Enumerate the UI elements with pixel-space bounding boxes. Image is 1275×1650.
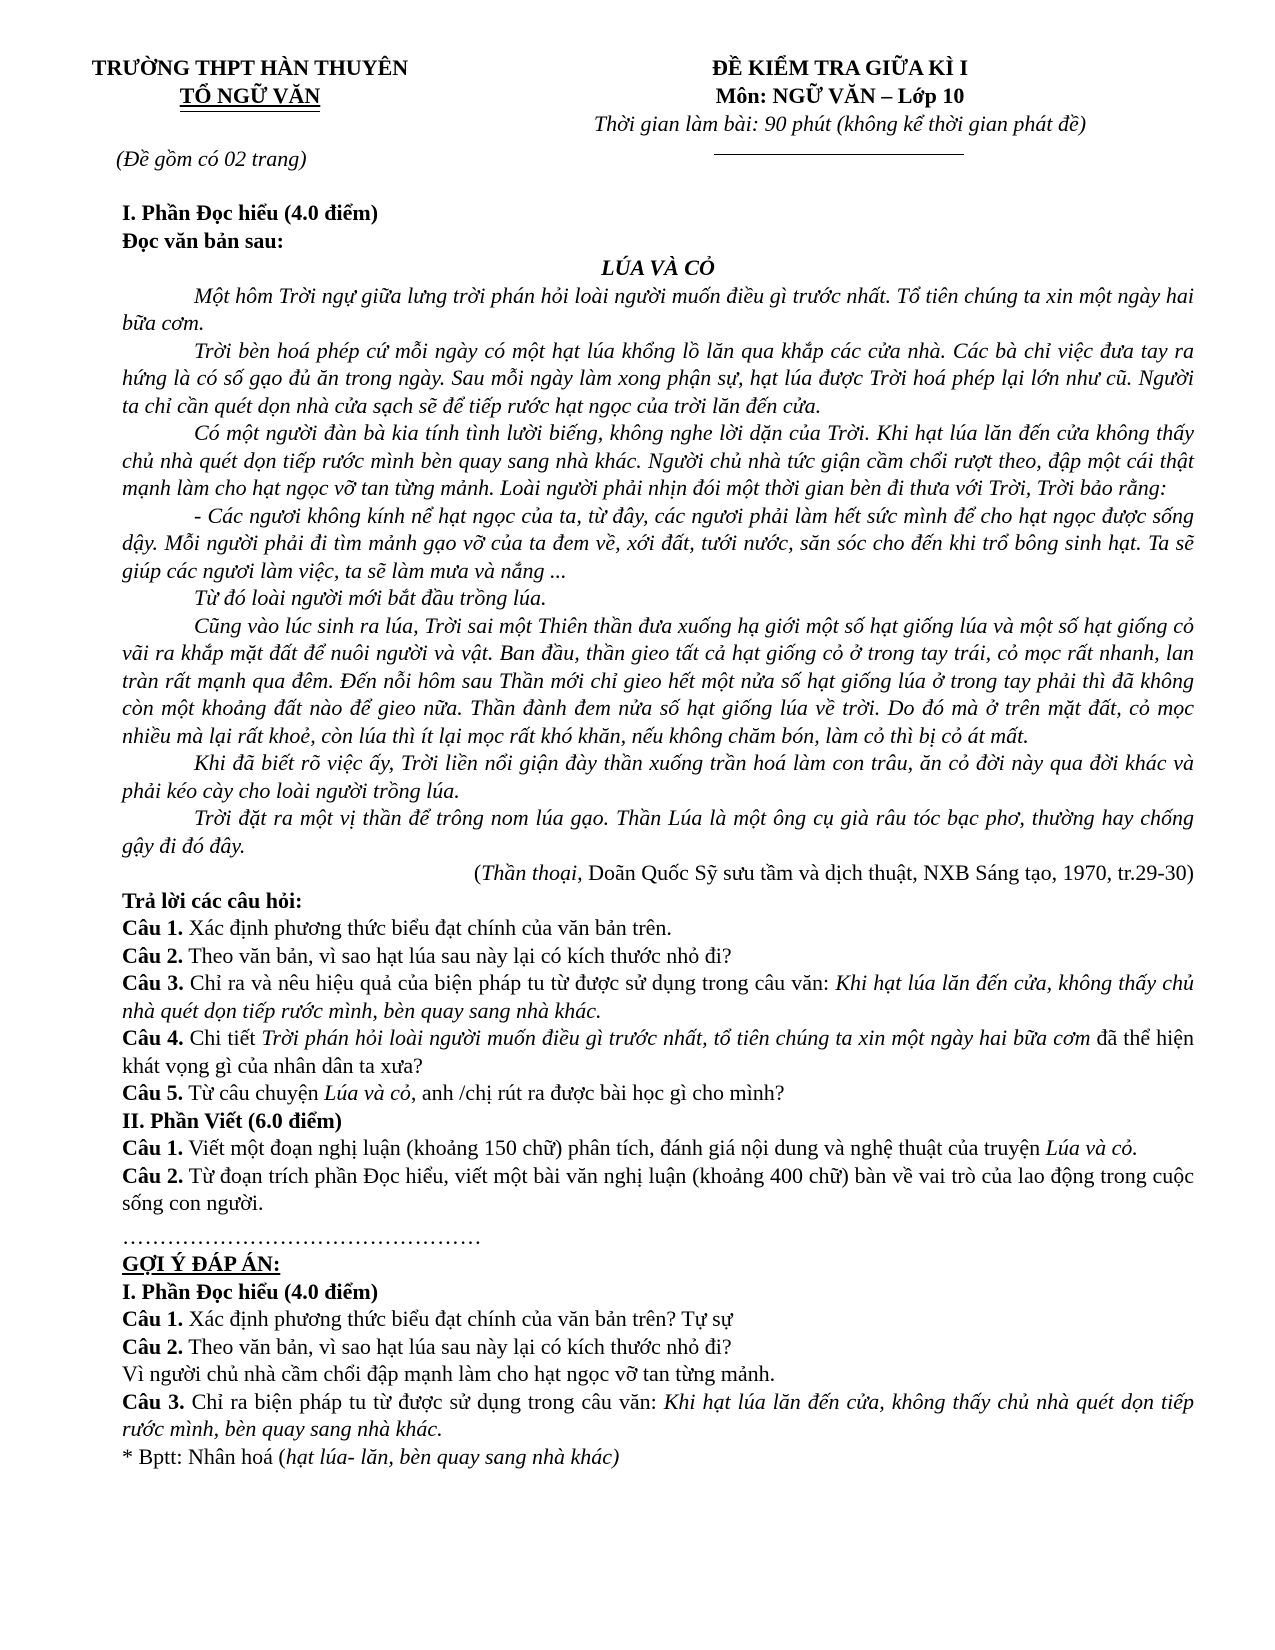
answers-heading: GỢI Ý ĐÁP ÁN: bbox=[122, 1251, 281, 1276]
pages-note: (Đề gồm có 02 trang) bbox=[116, 146, 307, 171]
question-2: Câu 2. Theo văn bản, vì sao hạt lúa sau này lại có kích thước nhỏ đi? bbox=[122, 942, 732, 968]
exam-subject: Môn: NGỮ VĂN – Lớp 10 bbox=[715, 83, 965, 108]
exam-time: Thời gian làm bài: 90 phút (không kể thời gian phát đề) bbox=[593, 111, 1087, 136]
writing-question-1: Câu 1. Viết một đoạn nghị luận (khoảng 150 chữ) phân tích, đánh giá nội dung và nghệ thuật của truyện Lúa và cỏ. bbox=[122, 1135, 1138, 1160]
question-1: Câu 1. Xác định phương thức biểu đạt chính của văn bản trên. bbox=[122, 915, 672, 940]
exam-header bbox=[540, 54, 1140, 138]
answer-2-text: Vì người chủ nhà cầm chổi đập mạnh làm cho hạt ngọc vỡ tan từng mảnh. bbox=[122, 1361, 776, 1386]
text-title: LÚA VÀ CỎ bbox=[601, 255, 715, 280]
questions-heading: Trả lời các câu hỏi: bbox=[122, 887, 303, 913]
answers-reading-heading: I. Phần Đọc hiểu (4.0 điểm) bbox=[122, 1278, 379, 1304]
story-paragraph: - Các ngươi không kính nể hạt ngọc của ta, từ đây, các ngươi phải làm hết sức mình để cho hạt ngọc được sống dậy. Mỗi người phải đi tìm mảnh gạo vỡ của ta đem về, xới đất, tưới nước, săn sóc cho đến khi trổ bông sinh hạt. Ta sẽ giúp các ngươi làm việc, ta sẽ làm mưa và nắng ... bbox=[122, 502, 1194, 583]
story-paragraph: Cũng vào lúc sinh ra lúa, Trời sai một Thiên thần đưa xuống hạ giới một số hạt giống lúa và một số hạt giống cỏ vãi ra khắp mặt đất để nuôi người và vật. Ban đầu, thần gieo tất cả hạt giống cỏ ở trong tay trái, cỏ mọc rất nhanh, lan tràn rất mạnh qua đêm. Đến nỗi hôm sau Thần mới chỉ gieo hết một nửa số hạt giống lúa ở trong tay phải thì đã không còn một khoảng đất nào để gieo nữa. Thần đành đem nửa số hạt giống lúa về trời. Do đó mà ở trên mặt đất, cỏ mọc nhiều mà lại rất khoẻ, còn lúa thì ít lại mọc rất khó khăn, nếu không chăm bón, làm cỏ thì bị cỏ át mất. bbox=[122, 612, 1194, 748]
question-3: Câu 3. Chỉ ra và nêu hiệu quả của biện pháp tu từ được sử dụng trong câu văn: Khi hạt lúa lăn đến cửa, không thấy chủ nhà quét dọn tiếp rước mình, bèn quay sang nhà khác. bbox=[122, 970, 1194, 1023]
school-header bbox=[70, 54, 430, 112]
department-name: TỔ NGỮ VĂN bbox=[180, 82, 321, 112]
story-paragraph: Có một người đàn bà kia tính tình lười biếng, không nghe lời dặn của Trời. Khi hạt lúa lăn đến cửa không thấy chủ nhà quét dọn tiếp rước mình bèn quay sang nhà khác. Người chủ nhà tức giận cầm chổi rượt theo, đập một cái thật mạnh làm cho hạt ngọc vỡ tan từng mảnh. Loài người phải nhịn đói một thời gian bèn đi thưa với Trời, Trời bảo rằng: bbox=[122, 420, 1194, 500]
dotted-separator: ………………………………………… bbox=[122, 1223, 482, 1249]
question-5: Câu 5. Từ câu chuyện Lúa và cỏ, anh /chị rút ra được bài học gì cho mình? bbox=[122, 1080, 785, 1105]
exam-title: ĐỀ KIỂM TRA GIỮA KÌ I bbox=[711, 55, 969, 80]
reading-instruction: Đọc văn bản sau: bbox=[122, 227, 284, 253]
writing-question-2: Câu 2. Từ đoạn trích phần Đọc hiểu, viết một bài văn nghị luận (khoảng 400 chữ) bàn về vai trò của lao động trong cuộc sống con người. bbox=[122, 1162, 1194, 1215]
answer-1: Câu 1. Xác định phương thức biểu đạt chính của văn bản trên? Tự sự bbox=[122, 1306, 733, 1331]
reading-heading: I. Phần Đọc hiểu (4.0 điểm) bbox=[122, 200, 379, 225]
answer-2: Câu 2. Theo văn bản, vì sao hạt lúa sau này lại có kích thước nhỏ đi? bbox=[122, 1333, 732, 1359]
question-4: Câu 4. Chi tiết Trời phán hỏi loài người muốn điều gì trước nhất, tổ tiên chúng ta xin một ngày hai bữa cơm đã thể hiện khát vọng gì của nhân dân ta xưa? bbox=[122, 1025, 1194, 1078]
story-paragraph: Từ đó loài người mới bắt đầu trồng lúa. bbox=[194, 585, 547, 610]
story-paragraph: Trời bèn hoá phép cứ mỗi ngày có một hạt lúa khổng lồ lăn qua khắp các cửa nhà. Các bà chỉ việc đưa tay ra hứng là có số gạo đủ ăn trong ngày. Sau mỗi ngày làm xong phận sự, hạt lúa được Trời hoá phép lại lớn như cũ. Người ta chỉ cần quét dọn nhà cửa sạch sẽ để tiếp rước hạt ngọc của trời lăn đến cửa. bbox=[122, 337, 1194, 418]
document-body bbox=[122, 199, 1194, 1470]
writing-heading: II. Phần Viết (6.0 điểm) bbox=[122, 1107, 342, 1133]
story-paragraph: Một hôm Trời ngự giữa lưng trời phán hỏi loài người muốn điều gì trước nhất. Tổ tiên chúng ta xin một ngày hai bữa cơm. bbox=[122, 282, 1194, 335]
school-name: TRƯỜNG THPT HÀN THUYÊN bbox=[91, 55, 409, 80]
header-divider bbox=[714, 154, 964, 155]
source-citation: (Thần thoại, Doãn Quốc Sỹ sưu tầm và dịch thuật, NXB Sáng tạo, 1970, tr.29-30) bbox=[473, 860, 1194, 885]
story-paragraph: Trời đặt ra một vị thần để trông nom lúa gạo. Thần Lúa là một ông cụ già râu tóc bạc phơ, thường hay chống gậy đi đó đây. bbox=[122, 805, 1194, 858]
answer-3: Câu 3. Chỉ ra biện pháp tu từ được sử dụng trong câu văn: Khi hạt lúa lăn đến cửa, không thấy chủ nhà quét dọn tiếp rước mình, bèn quay sang nhà khác. bbox=[122, 1388, 1194, 1441]
answer-3-bptt: * Bptt: Nhân hoá (hạt lúa- lăn, bèn quay sang nhà khác) bbox=[122, 1443, 620, 1469]
story-paragraph: Khi đã biết rõ việc ấy, Trời liền nổi giận đày thần xuống trần hoá làm con trâu, ăn cỏ đời này qua đời khác và phải kéo cày cho loài người trồng lúa. bbox=[122, 750, 1194, 803]
